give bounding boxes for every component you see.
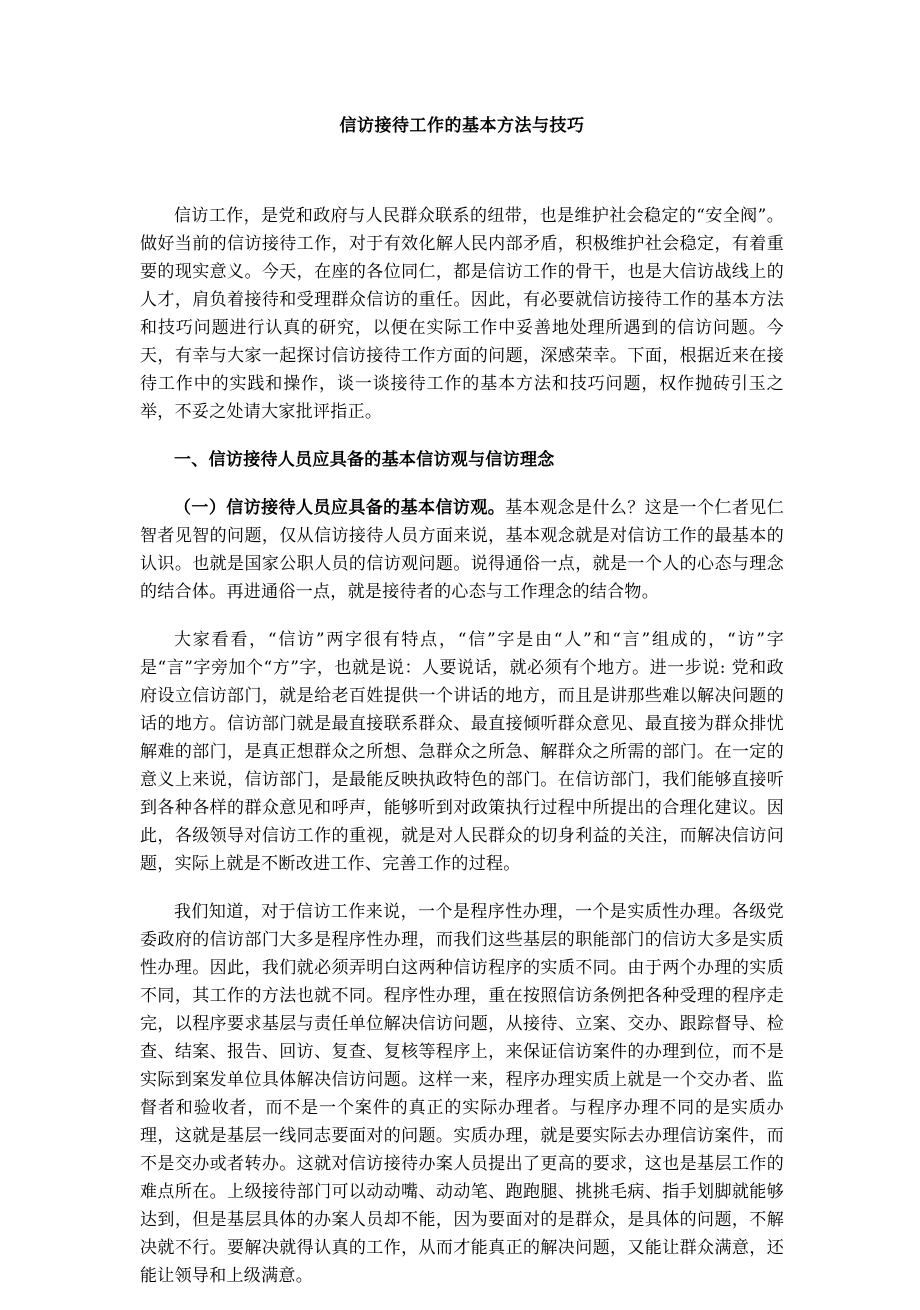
body-paragraph-3: 大家看看，“信访”两字很有特点，“信”字是由“人”和“言”组成的，“访”字是“言”字旁加个“方”字，也就是说：人要说话，就必须有个地方。进一步说: 党和政府设立信访部门，就是给老百姓提供一个讲话的地方，而且是讲那些难以解决问题的话的地方。信访部门就是最直接联系群众、最直接倾听群众意见、最直接为群众排忧解难的部门，是真正想群众之所想、急群众之所急、解群众之所需的部门。在一定的意义上来说，信访部门，是最能反映执政特色的部门。在信访部门，我们能够直接听到各种各样的群众意见和呼声，能够听到对政策执行过程中所提出的合理化建议。因此，各级领导对信访工作的重视，就是对人民群众的切身利益的关注，而解决信访问题，实际上就是不断改进工作、完善工作的过程。 — [140, 630, 784, 874]
section-heading-1: 一、信访接待人员应具备的基本信访观与信访理念 — [174, 450, 555, 470]
body-paragraph-4: 我们知道，对于信访工作来说，一个是程序性办理，一个是实质性办理。各级党委政府的信访部门大多是程序性办理，而我们这些基层的职能部门的信访大多是实质性办理。因此，我们就必须弄明白这两种信访程序的实质不同。由于两个办理的实质不同，其工作的方法也就不同。程序性办理，重在按照信访条例把各种受理的程序走完，以程序要求基层与责任单位解决信访问题，从接待、立案、交办、跟踪督导、检查、结案、报告、回访、复查、复核等程序上，来保证信访案件的办理到位，而不是实际到案发单位具体解决信访问题。这样一来，程序办理实质上就是一个交办者、监督者和验收者，而不是一个案件的真正的实际办理者。与程序办理不同的是实质办理，这就是基层一线同志要面对的问题。实质办理，就是要实际去办理信访案件，而不是交办或者转办。这就对信访接待办案人员提出了更高的要求，这也是基层工作的难点所在。上级接待部门可以动动嘴、动动笔、跑跑腿、挑挑毛病、指手划脚就能够达到，但是基层具体的办案人员却不能，因为要面对的是群众，是具体的问题，不解决就不行。要解决就得认真的工作，从而才能真正的解决问题，又能让群众满意，还能让领导和上级满意。 — [140, 902, 784, 1286]
document-page — [140, 100, 784, 1310]
subsection-lead: （一）信访接待人员应具备的基本信访观。 — [174, 498, 506, 518]
subsection-body: 基本观念是什么？这是一个仁者见仁智者见智的问题，仅从信访接待人员方面来说，基本观念就是对信访工作的最基本的认识。也就是国家公职人员的信访观问题。说得通俗一点，就是一个人的心态与理念的结合体。再进通俗一点，就是接待者的心态与工作理念的结合物。 — [140, 498, 784, 602]
document-title: 信访接待工作的基本方法与技巧 — [339, 116, 585, 136]
intro-paragraph: 信访工作，是党和政府与人民群众联系的纽带，也是维护社会稳定的“安全阀”。做好当前的信访接待工作，对于有效化解人民内部矛盾，积极维护社会稳定，有着重要的现实意义。今天，在座的各位同仁，都是信访工作的骨干，也是大信访战线上的人才，肩负着接待和受理群众信访的重任。因此，有必要就信访接待工作的基本方法和技巧问题进行认真的研究，以便在实际工作中妥善地处理所遇到的信访问题。今天，有幸与大家一起探讨信访接待工作方面的问题，深感荣幸。下面，根据近来在接待工作中的实践和操作，谈一谈接待工作的基本方法和技巧问题，权作抛砖引玉之举，不妥之处请大家批评指正。 — [140, 206, 784, 422]
subsection-paragraph-1 — [140, 494, 784, 606]
